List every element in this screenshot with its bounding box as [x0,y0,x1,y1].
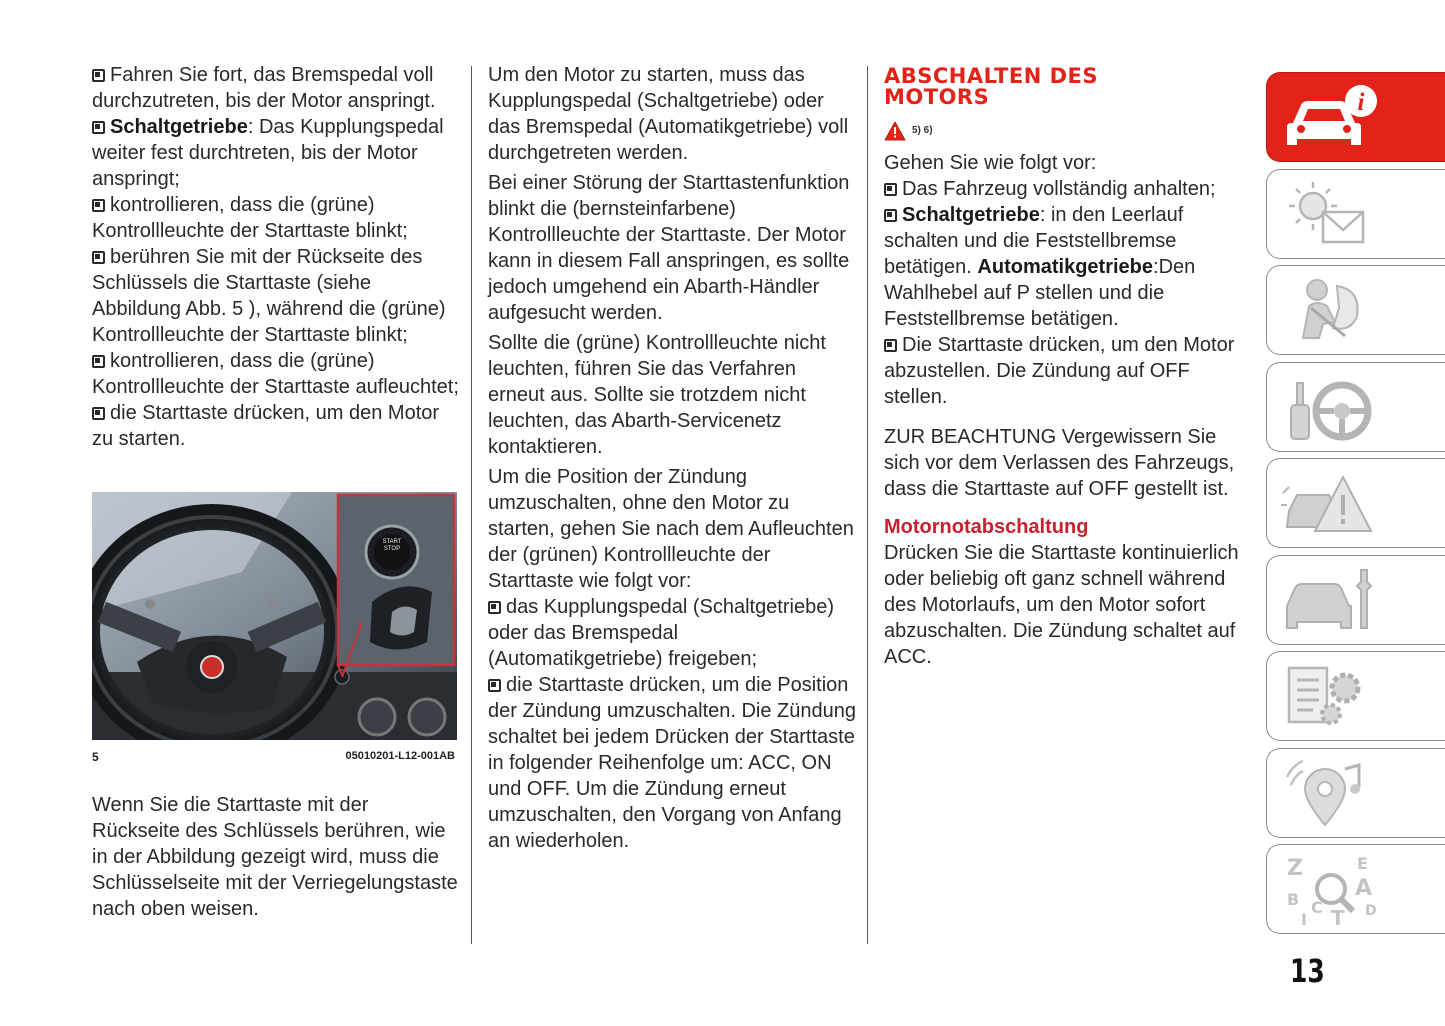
bullet-icon [488,679,501,692]
tab-multimedia[interactable] [1266,748,1445,838]
warning-lights-icon [1279,176,1379,254]
key-steering-icon [1279,369,1379,447]
paragraph-malfunction: Bei einer Störung der Starttastenfunktion blinkt die (bernsteinfarbene) Kontrollleuchte der Starttaste. Der Motor kann in diesem Fall anspringen, es sollte jedoch umgehend ein Abarth-Händler aufgesucht werden. [488,172,850,324]
index-letter: B [1287,890,1300,909]
svg-text:i: i [1357,89,1365,116]
car-info-icon [1279,79,1379,157]
paragraph-emergency-stop: Drücken Sie die Starttaste kontinuierlich oder beliebig oft ganz schnell während des Motorlaufs, um den Motor sofort abzuschalten. Die Zündung schaltet auf ACC. [884,542,1239,668]
multimedia-icon [1279,755,1379,833]
paragraph-ignition-switch: Um die Position der Zündung umzuschalten, ohne den Motor zu starten, gehen Sie nach dem Aufleuchten der (grünen) Kontrollleuchte der Starttaste wie folgt vor: [488,466,854,592]
bullet-icon [92,355,105,368]
warning-reference [884,118,1250,144]
bullet-icon [884,209,897,222]
bullet-icon [884,339,897,352]
bullet-stop-vehicle: Das Fahrzeug vollständig anhalten; [884,176,1250,202]
bullet-icon [92,407,105,420]
bullet-release-pedal: das Kupplungspedal (Schaltgetriebe) oder das Bremspedal (Automatikgetriebe) freigeben; [488,596,834,670]
section-heading: ABSCHALTEN DES MOTORS [884,64,1098,109]
index-letter: Z [1287,856,1303,881]
figure-code: 05010201-L12-001AB [345,750,455,762]
bullet-icon [92,69,105,82]
bullet-icon [488,601,501,614]
tab-safety[interactable] [1266,265,1445,355]
bullet-continue-braking: Fahren Sie fort, das Bremspedal voll durchzutreten, bis der Motor anspringt. [92,64,436,112]
column-2 [488,62,856,854]
column-divider [471,66,472,944]
technical-data-icon [1279,658,1379,736]
bullet-press-start: die Starttaste drücken, um den Motor zu starten. [92,402,440,450]
paragraph-intro: Gehen Sie wie folgt vor: [884,152,1097,174]
paragraph-not-lit: Sollte die (grüne) Kontrollleuchte nicht leuchten, führen Sie das Verfahren erneut aus. Sollte sie trotzdem nicht leuchten, das Abarth-Servicenetz kontaktieren. [488,332,826,458]
bullet-check-lit: kontrollieren, dass die (grüne) Kontrollleuchte der Starttaste aufleuchtet; [92,350,459,398]
subheading-emergency-stop: Motornotabschaltung [884,516,1089,538]
bullet-gearbox: Schaltgetriebe: in den Leerlauf schalten und die Feststellbremse betätigen. Automatikgetriebe:Den Wahlhebel auf P stellen und die Feststellbremse betätigen. [884,204,1196,330]
tab-car-info[interactable] [1266,72,1445,162]
column-divider [867,66,868,944]
page-number: 13 [1290,952,1325,990]
bullet-check-blinking: kontrollieren, dass die (grüne) Kontrollleuchte der Starttaste blinkt; [92,194,408,242]
start-button-label: START STOP [382,539,402,552]
figure-number: 5 [92,750,99,764]
paragraph-key-orientation: Wenn Sie die Starttaste mit der Rückseite des Schlüssels berühren, wie in der Abbildung gezeigt wird, muss die Schlüsselseite mit der Verriegelungstaste nach oben weisen. [92,794,458,920]
tab-maintenance[interactable] [1266,555,1445,645]
safety-airbag-icon [1279,272,1379,350]
figure-caption [92,750,455,766]
index-letter: C [1311,898,1323,917]
bullet-icon [884,183,897,196]
bullet-touch-key: berühren Sie mit der Rückseite des Schlüssels die Starttaste (siehe Abbildung Abb. 5 ), während die (grüne) Kontrollleuchte der Starttaste blinkt; [92,246,446,346]
bullet-switch-off: Die Starttaste drücken, um den Motor abzustellen. Die Zündung auf OFF stellen. [884,334,1235,408]
bullet-icon [92,199,105,212]
index-letter: T [1331,906,1345,929]
bullet-manual-gearbox: Schaltgetriebe: Das Kupplungspedal weiter fest durchtreten, bis der Motor anspringt; [92,116,444,190]
bullet-press-to-switch: die Starttaste drücken, um die Position der Zündung umzuschalten. Die Zündung schaltet bei jedem Drücken der Starttaste in folgender Reihenfolge um: ACC, ON und OFF. Um die Zündung erneut umzuschalten, den Vorgang von Anfang an wiederholen. [488,674,857,852]
warning-triangle-icon [884,121,906,141]
emergency-car-icon [1279,465,1379,543]
tab-index[interactable] [1266,844,1445,934]
paragraph-start-requirement: Um den Motor zu starten, muss das Kupplungspedal (Schaltgetriebe) oder das Bremspedal (Automatikgetriebe) voll durchgetreten werden. [488,64,849,164]
car-maintenance-icon [1279,562,1379,640]
index-letter: E [1357,854,1368,873]
bullet-icon [92,121,105,134]
column-1-after-figure [92,792,460,922]
tab-warning-lights[interactable] [1266,169,1445,259]
column-1 [92,62,460,452]
tab-emergency[interactable] [1266,458,1445,548]
bullet-icon [92,251,105,264]
index-letter: I [1301,910,1307,929]
paragraph-note: ZUR BEACHTUNG Vergewissern Sie sich vor dem Verlassen des Fahrzeugs, dass die Starttaste auf OFF gestellt ist. [884,426,1235,500]
warning-refs: 5) 6) [912,125,933,136]
tab-technical-data[interactable] [1266,651,1445,741]
figure-start-button-photo [92,492,457,740]
column-3 [884,62,1250,670]
index-letter: A [1355,876,1373,901]
tab-start-drive[interactable] [1266,362,1445,452]
index-letter: D [1365,903,1377,919]
index-icon [1279,851,1379,929]
